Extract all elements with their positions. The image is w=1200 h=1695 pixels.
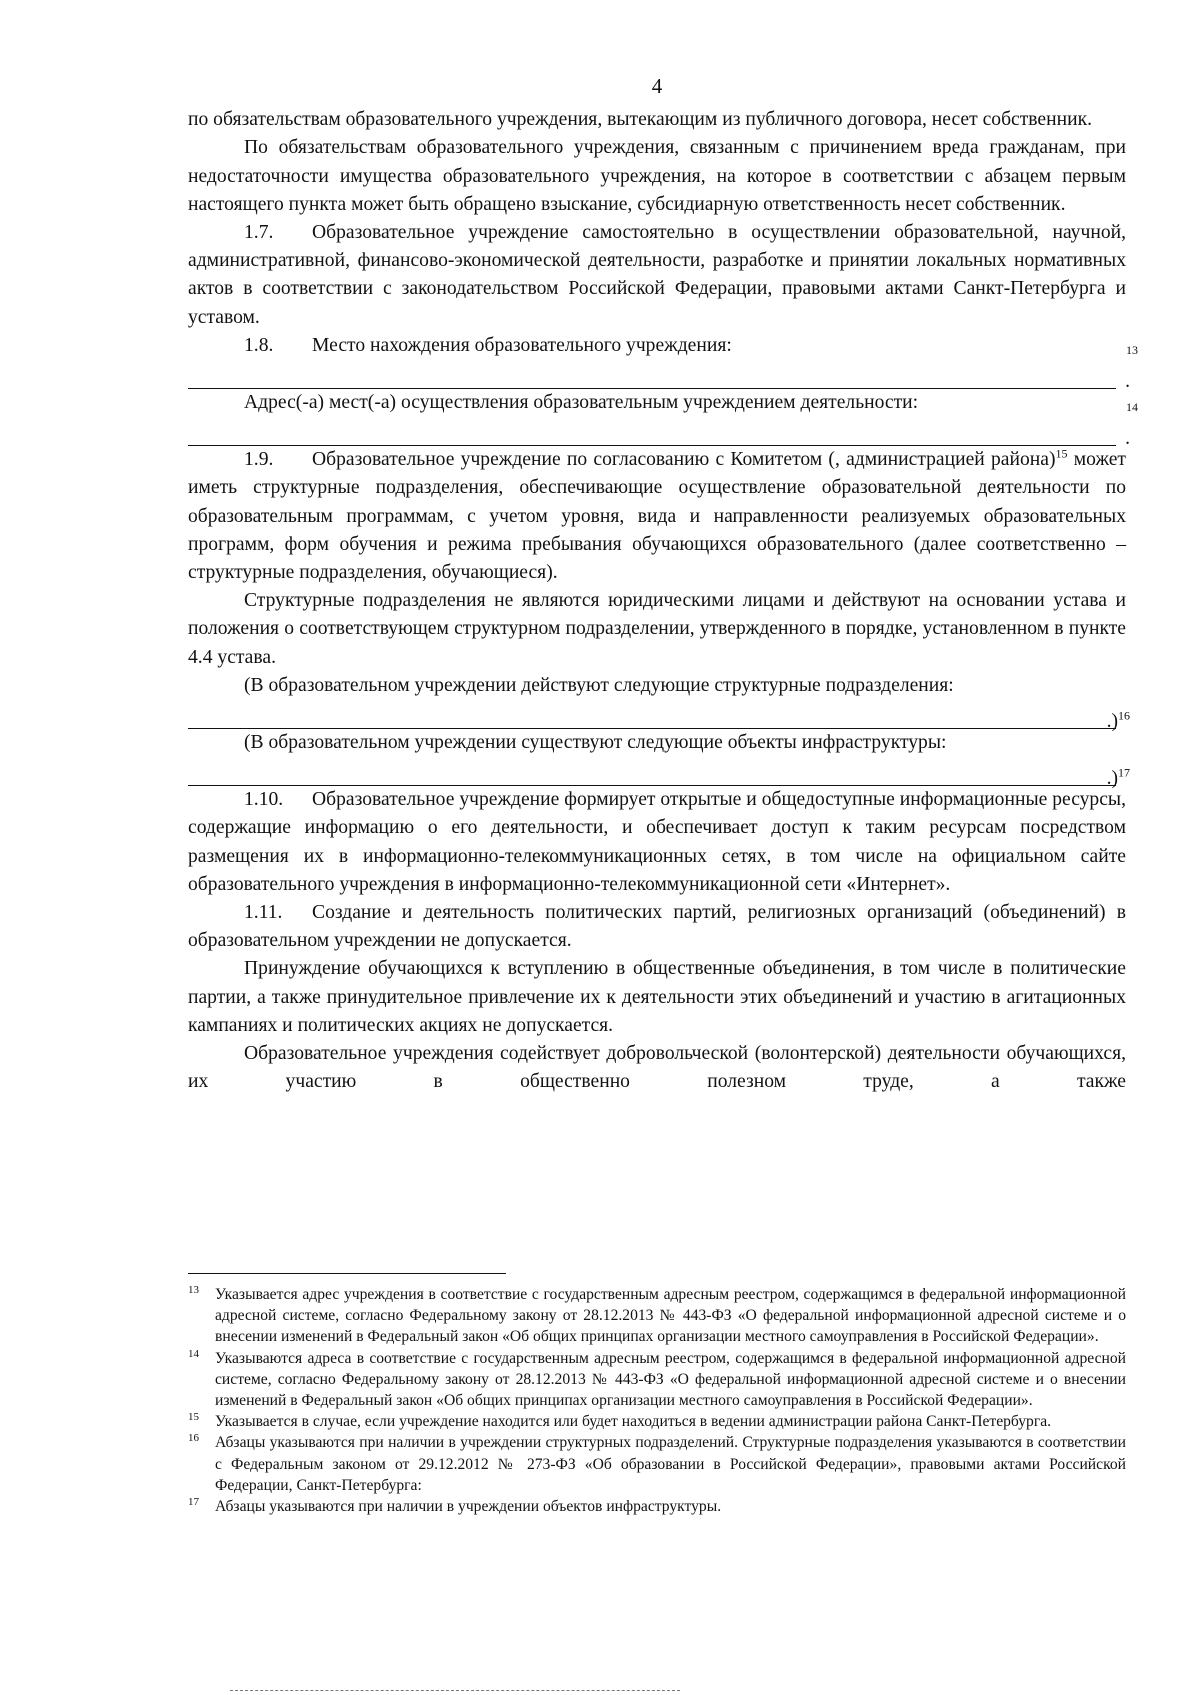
clause-number: 1.10. <box>244 789 284 811</box>
paragraph-units-list: (В образовательном учреждении действуют следующие структурные подразделения: <box>244 674 954 696</box>
clause-number: 1.11. <box>244 902 283 924</box>
footnote-number: 14 <box>188 1347 199 1360</box>
footnote-item <box>188 1284 1126 1348</box>
paragraph-subsidiary-liability: По обязательствам образовательного учреждения, связанным с причинением вреда гражданам, при недостаточности имущества образовательного учреждения, на которое в соответствии с абзацем первым настоящего пункта может быть обращено взыскание, субсидиарную ответственность несет собственник. <box>188 137 1126 215</box>
fill-in-line-location: . 13 <box>188 360 1116 389</box>
paragraph-activity-addresses: Адрес(-а) мест(-а) осуществления образовательным учреждением деятельности: <box>244 392 919 414</box>
document-page <box>188 72 1138 1097</box>
clause-number: 1.9. <box>244 449 274 471</box>
clause-1-11 <box>188 899 1126 955</box>
paragraph-structural-units: Структурные подразделения не являются юридическими лицами и действуют на основании устава и положения о соответствующем структурном подразделении, утвержденного в порядке, установленном в пункте 4.4 устава. <box>188 590 1126 668</box>
paragraph-coercion: Принуждение обучающихся к вступлению в общественные объединения, в том числе в политические партии, а также принудительное привлечение их к деятельности этих объединений и участию в агитационных кампаниях и политических акциях не допускается. <box>188 958 1126 1036</box>
footnote-item <box>188 1348 1126 1412</box>
footnote-text: Указывается адрес учреждения в соответствие с государственным адресным реестром, содержащимся в федеральной информационной адресной системе, согласно Федеральному закону от 28.12.2013 № 443-ФЗ «О федеральной информационной адресной системе и о внесении изменений в Федеральный закон «Об общих принципах организации местного самоуправления в Российской Федерации». <box>215 1286 1126 1346</box>
footnote-text: Абзацы указываются при наличии в учреждении структурных подразделений. Структурные подразделения указываются в соответствии с Федеральным законом от 29.12.2012 № 273-ФЗ «Об образовании в Российской Федерации», правовыми актами Российской Федерации, Санкт-Петербурга: <box>215 1434 1126 1494</box>
clause-text: Образовательное учреждение формирует открытые и общедоступные информационные ресурсы, содержащие информацию о его деятельности, и обеспечивает доступ к таким ресурсам посредством размещения их в информационно-телекоммуникационных сетях, в том числе на официальном сайте образовательного учреждения в информационно-телекоммуникационной сети «Интернет». <box>188 789 1126 895</box>
clause-number: 1.7. <box>244 222 274 244</box>
clause-number: 1.8. <box>244 334 274 356</box>
footnote-ref: 15 <box>1055 446 1068 461</box>
footnote-separator <box>188 1273 506 1274</box>
paragraph-volunteer: Образовательное учреждения содействует добровольческой (волонтерской) деятельности обучающихся, их участию в общественно полезном труде, а также <box>188 1043 1126 1093</box>
footnote-item <box>188 1496 1126 1517</box>
footnote-text: Абзацы указываются при наличии в учреждении объектов инфраструктуры. <box>215 1498 722 1516</box>
footnote-ref: 17 <box>1118 765 1130 780</box>
footnote-number: 16 <box>188 1432 199 1445</box>
clause-1-7 <box>188 219 1126 332</box>
clause-1-9 <box>188 446 1126 587</box>
fill-in-line-units <box>188 700 1130 732</box>
footnote-number: 13 <box>188 1284 199 1296</box>
clause-text: Образовательное учреждение самостоятельно в осуществлении образовательной, научной, административной, финансово-экономической деятельности, разработке и принятии локальных нормативных актов в соответствии с законодательством Российской Федерации, правовыми актами Санкт-Петербурга и уставом. <box>188 222 1126 328</box>
clause-text-continued: может иметь структурные подразделения, обеспечивающие осуществление образовательной деятельности по образовательным программам, с учетом уровня, вида и направленности реализуемых образовательных программ, форм обучения и режима пребывания обучающихся образовательного (далее соответственно – структурные подразделения, обучающиеся). <box>188 449 1126 584</box>
line-end-mark: . <box>1125 370 1130 392</box>
scan-edge-marks <box>230 1690 680 1693</box>
clause-1-8 <box>188 332 1126 360</box>
clause-1-10 <box>188 786 1126 899</box>
line-end-mark: . <box>1125 428 1130 450</box>
line-end-mark: .)$^{17}$ <box>1106 765 1130 790</box>
footnote-ref: 16 <box>1118 708 1130 723</box>
line-end-mark: .)$^{16}$ <box>1106 708 1130 732</box>
fill-in-line-infrastructure <box>188 757 1130 790</box>
clause-text: Образовательное учреждение по согласованию с Комитетом (, администрацией района) <box>312 449 1056 471</box>
footnote-item <box>188 1411 1126 1432</box>
page-number: 4 <box>651 74 663 98</box>
clause-text: Место нахождения образовательного учреждения: <box>312 334 732 356</box>
footnote-item <box>188 1432 1126 1496</box>
footnotes <box>188 1284 1126 1517</box>
footnote-text: Указывается в случае, если учреждение находится или будет находиться в ведении администрации района Санкт-Петербурга. <box>215 1413 1052 1431</box>
footnote-text: Указываются адреса в соответствие с государственным адресным реестром, содержащимся в федеральной информационной адресной системе, согласно Федеральному закону от 28.12.2013 № 443-ФЗ «О федеральной информационной адресной системе и о внесении изменений в Федеральный закон «Об общих принципах организации местного самоуправления в Российской Федерации». <box>215 1349 1126 1410</box>
fill-in-line-addresses: . 14 <box>188 417 1116 446</box>
clause-text: Создание и деятельность политических партий, религиозных организаций (объединений) в образовательном учреждении не допускается. <box>188 902 1126 952</box>
footnote-number: 15 <box>188 1411 199 1424</box>
paragraph-liability-owner: по обязательствам образовательного учреждения, вытекающим из публичного договора, несет собственник. <box>188 109 1092 131</box>
paragraph-infrastructure-list: (В образовательном учреждении существуют следующие объекты инфраструктуры: <box>244 732 947 754</box>
footnote-number: 17 <box>188 1496 199 1509</box>
